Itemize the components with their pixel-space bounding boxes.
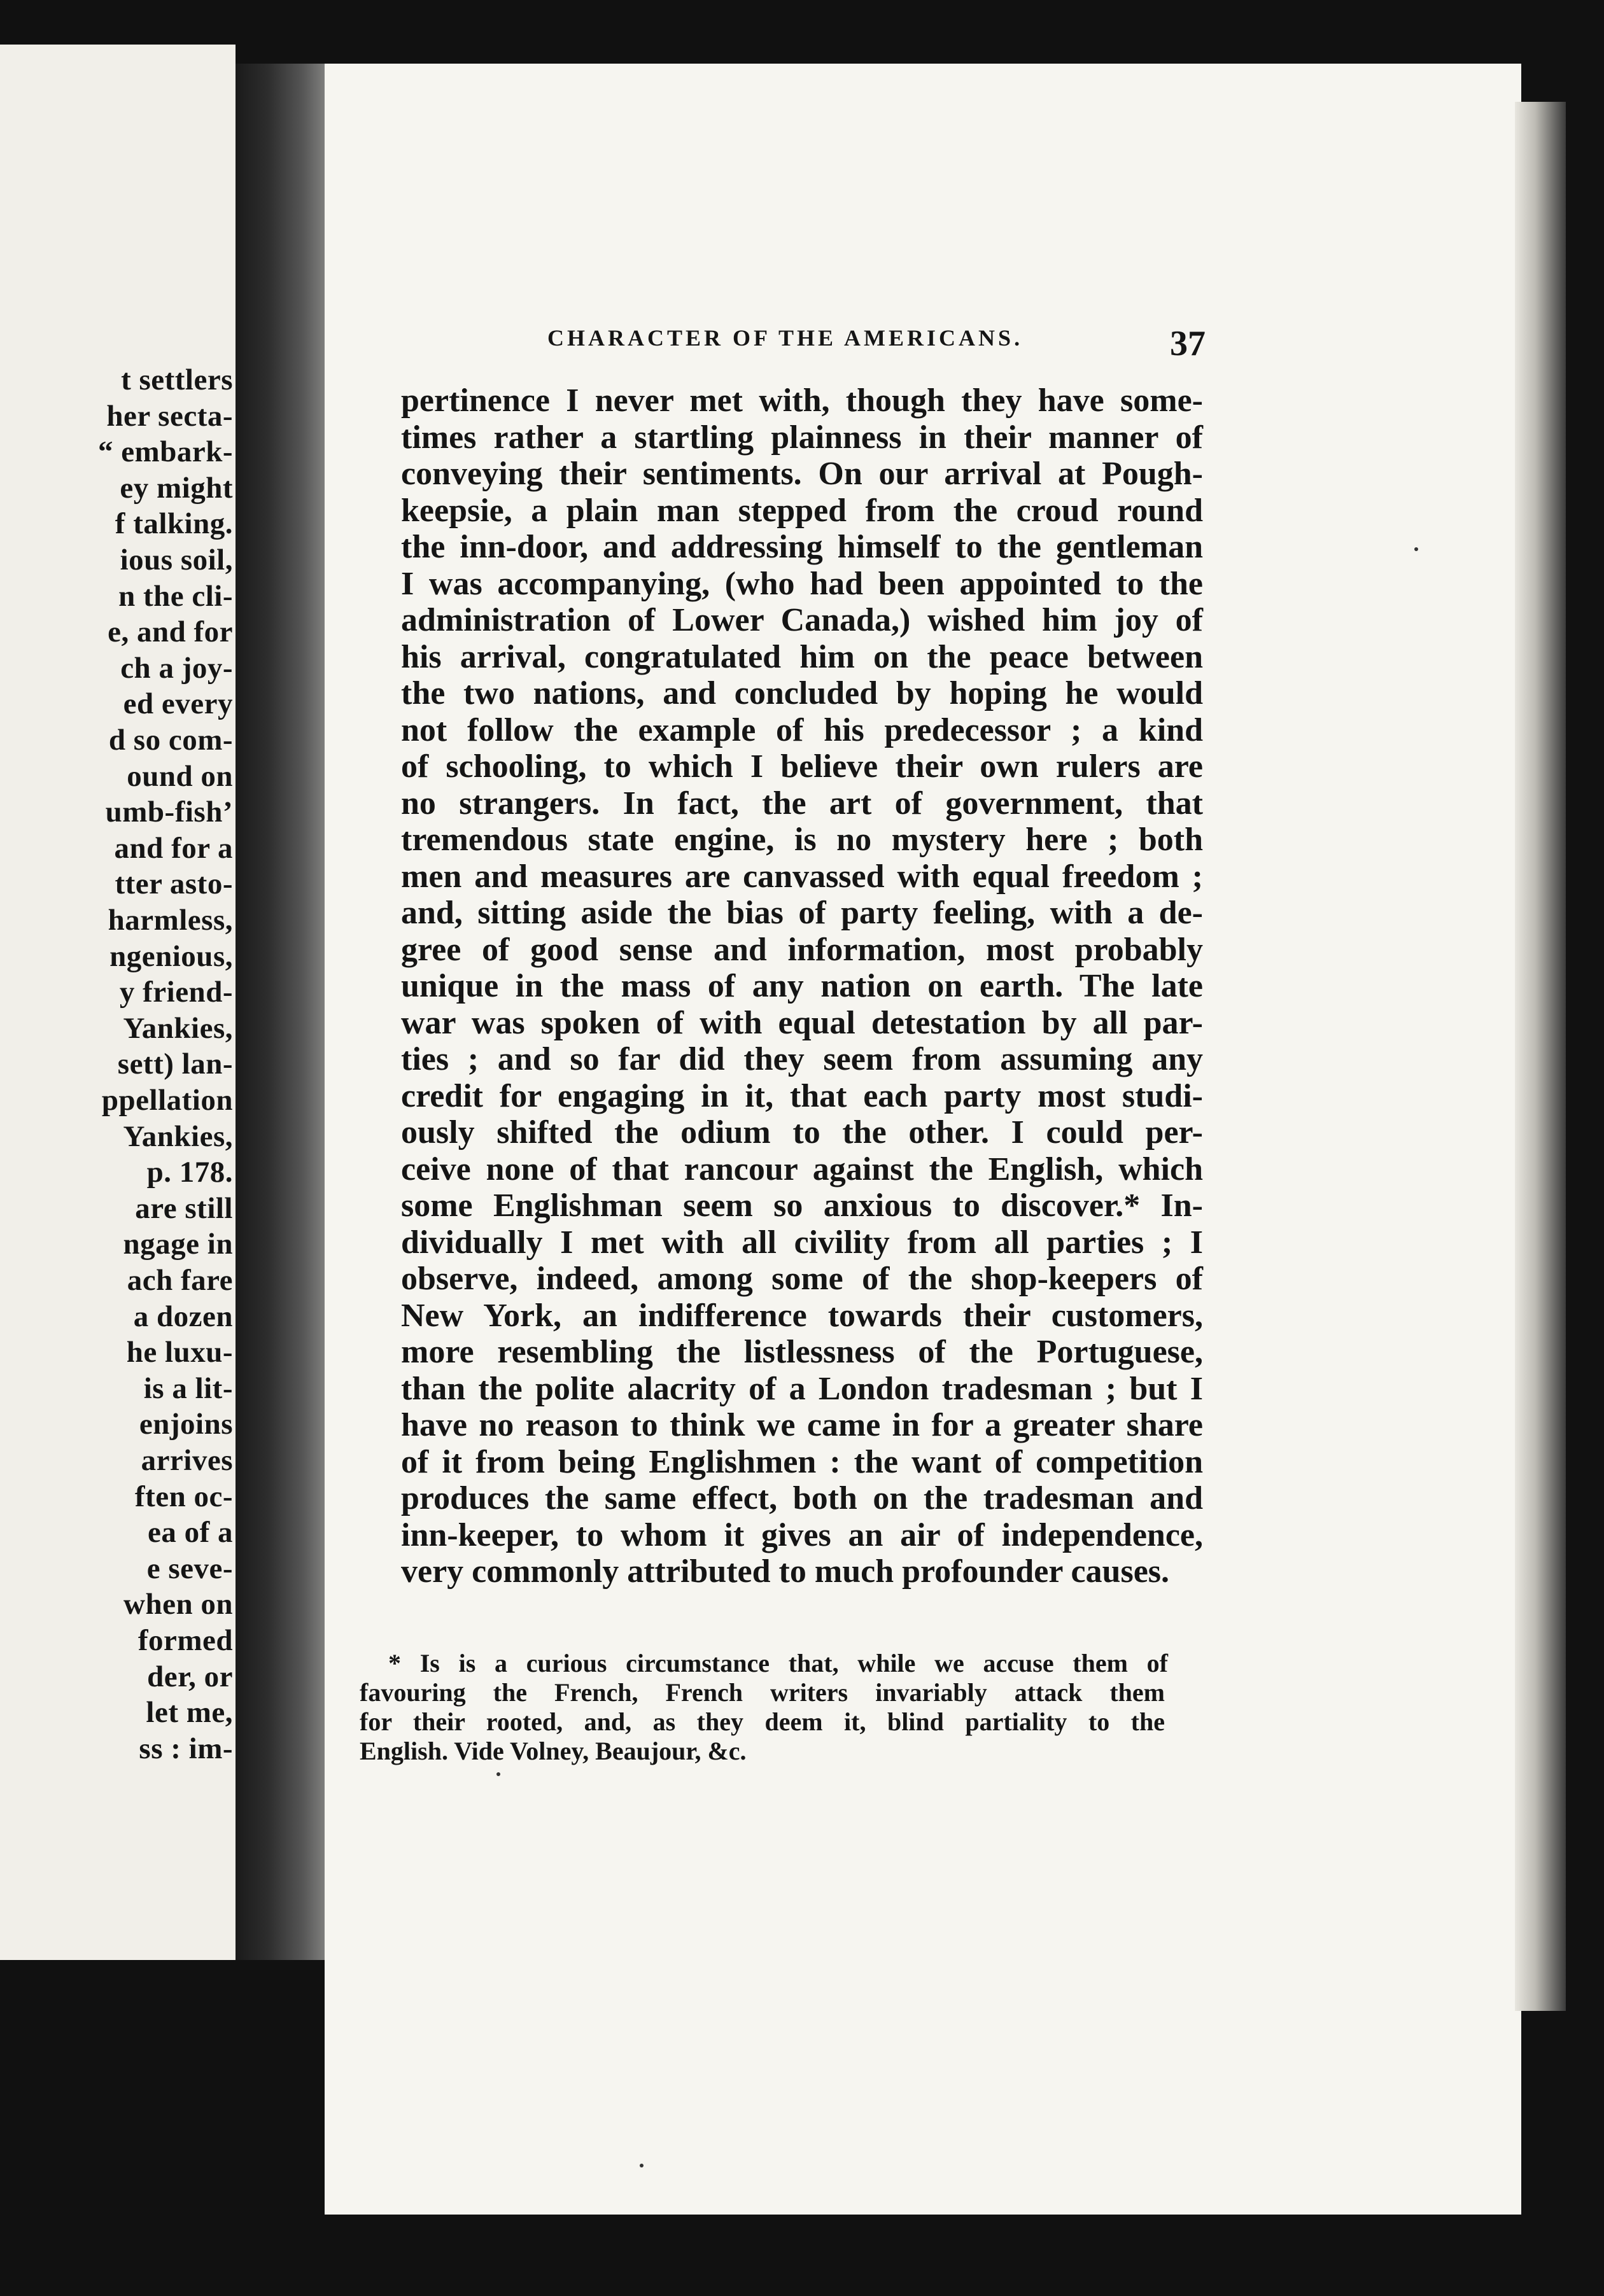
- facing-page-line: “ embark-: [97, 435, 233, 469]
- facing-page-line: enjoins: [139, 1408, 233, 1441]
- scan-speck: [496, 1772, 500, 1776]
- footnote-line: * Is is a curious circumstance that, while we accuse them of: [388, 1649, 1168, 1677]
- facing-page-line: are still: [135, 1191, 233, 1225]
- body-line: than the polite alacrity of a London tradesman ; but I: [401, 1370, 1203, 1407]
- scan-speck: [1414, 547, 1418, 551]
- body-line: inn-keeper, to whom it gives an air of independence,: [401, 1516, 1203, 1553]
- facing-page-line: ss : im-: [139, 1732, 233, 1765]
- facing-page-line: f talking.: [115, 507, 233, 541]
- body-line: unique in the mass of any nation on earth. The late: [401, 968, 1203, 1004]
- facing-page-line: when on: [123, 1588, 233, 1621]
- page-number: 37: [1170, 324, 1206, 363]
- page-edge: [1515, 102, 1566, 2011]
- footnote-line: for their rooted, and, as they deem it, blind partiality to the: [360, 1707, 1165, 1736]
- facing-page-line: a dozen: [133, 1299, 233, 1333]
- facing-page-line: p. 178.: [146, 1156, 233, 1189]
- book-gutter: [236, 64, 331, 1960]
- body-line: produces the same effect, both on the tradesman and: [401, 1480, 1203, 1516]
- body-line: have no reason to think we came in for a greater share: [401, 1407, 1203, 1443]
- facing-page-line: and for a: [114, 831, 233, 865]
- facing-page-line: y friend-: [119, 976, 233, 1009]
- scan-speck: [640, 2164, 644, 2167]
- body-line: credit for engaging in it, that each party most studi-: [401, 1077, 1203, 1114]
- facing-page-line: he luxu-: [126, 1336, 233, 1369]
- body-line: not follow the example of his predecessor ; a kind: [401, 711, 1203, 748]
- facing-page-line: n the cli-: [118, 579, 233, 613]
- body-line: times rather a startling plainness in their manner of: [401, 419, 1203, 456]
- facing-page-line: arrives: [141, 1444, 233, 1477]
- body-line: war was spoken of with equal detestation by all par-: [401, 1004, 1203, 1041]
- body-line: pertinence I never met with, though they have some-: [401, 382, 1203, 419]
- body-line: observe, indeed, among some of the shop-keepers of: [401, 1261, 1203, 1297]
- facing-page-line: ea of a: [147, 1516, 233, 1550]
- facing-page-line: Yankies,: [123, 1119, 233, 1153]
- facing-page-line: d so com-: [108, 724, 233, 757]
- facing-page-line: ch a joy-: [120, 651, 233, 685]
- body-line: tremendous state engine, is no mystery here ; both: [401, 822, 1203, 858]
- body-line: conveying their sentiments. On our arrival at Pough-: [401, 456, 1203, 492]
- body-line: New York, an indifference towards their customers,: [401, 1297, 1203, 1334]
- body-line: of it from being Englishmen : the want of competition: [401, 1443, 1203, 1480]
- body-line: very commonly attributed to much profounder causes.: [401, 1553, 1170, 1590]
- facing-page-line: formed: [137, 1624, 233, 1657]
- facing-page-line: ach fare: [127, 1264, 233, 1297]
- facing-page-line: ound on: [127, 759, 233, 793]
- facing-page-line: ed every: [123, 687, 233, 721]
- body-line: dividually I met with all civility from all parties ; I: [401, 1224, 1203, 1261]
- body-line: his arrival, congratulated him on the peace between: [401, 638, 1203, 675]
- facing-page-line: e seve-: [146, 1551, 233, 1585]
- body-line: keepsie, a plain man stepped from the croud round: [401, 492, 1203, 529]
- facing-page-line: tter asto-: [115, 867, 233, 901]
- facing-page-line: ious soil,: [120, 543, 233, 577]
- facing-page-line: ppellation: [101, 1084, 233, 1117]
- facing-page-line: umb-fish’: [105, 795, 233, 829]
- facing-page-line: sett) lan-: [117, 1047, 233, 1081]
- facing-page-line: Yankies,: [123, 1011, 233, 1045]
- facing-page-line: t settlers: [121, 363, 233, 396]
- facing-page-line: her secta-: [106, 399, 233, 433]
- footnote-line: favouring the French, French writers invariably attack them: [360, 1678, 1165, 1707]
- body-line: ties ; and so far did they seem from assuming any: [401, 1041, 1203, 1077]
- body-line: ously shifted the odium to the other. I could per-: [401, 1114, 1203, 1151]
- facing-page-line: der, or: [147, 1660, 233, 1693]
- body-line: administration of Lower Canada,) wished him joy of: [401, 602, 1203, 638]
- body-line: some Englishman seem so anxious to discover.* In-: [401, 1187, 1203, 1224]
- body-line: gree of good sense and information, most probably: [401, 931, 1203, 968]
- facing-page-line: ften oc-: [134, 1480, 233, 1513]
- body-line: the inn-door, and addressing himself to the gentleman: [401, 529, 1203, 565]
- body-line: of schooling, to which I believe their own rulers are: [401, 748, 1203, 785]
- facing-page-line: harmless,: [108, 904, 233, 937]
- body-line: ceive none of that rancour against the English, which: [401, 1151, 1203, 1187]
- body-line: I was accompanying, (who had been appointed to the: [401, 565, 1203, 602]
- body-line: more resembling the listlessness of the Portuguese,: [401, 1334, 1203, 1370]
- facing-page-line: let me,: [146, 1696, 233, 1730]
- footnote-line: English. Vide Volney, Beaujour, &c.: [360, 1737, 747, 1765]
- body-line: and, sitting aside the bias of party feeling, with a de-: [401, 895, 1203, 931]
- body-line: men and measures are canvassed with equal freedom ;: [401, 858, 1203, 895]
- body-line: no strangers. In fact, the art of government, that: [401, 785, 1203, 822]
- facing-page-line: ey might: [120, 471, 233, 505]
- body-line: the two nations, and concluded by hoping he would: [401, 675, 1203, 711]
- facing-page-left: [0, 45, 236, 1960]
- facing-page-line: ngenious,: [109, 939, 233, 973]
- running-head: CHARACTER OF THE AMERICANS.: [547, 325, 1024, 351]
- facing-page-line: is a lit-: [143, 1371, 233, 1405]
- facing-page-line: ngage in: [123, 1228, 233, 1261]
- facing-page-line: e, and for: [108, 615, 233, 649]
